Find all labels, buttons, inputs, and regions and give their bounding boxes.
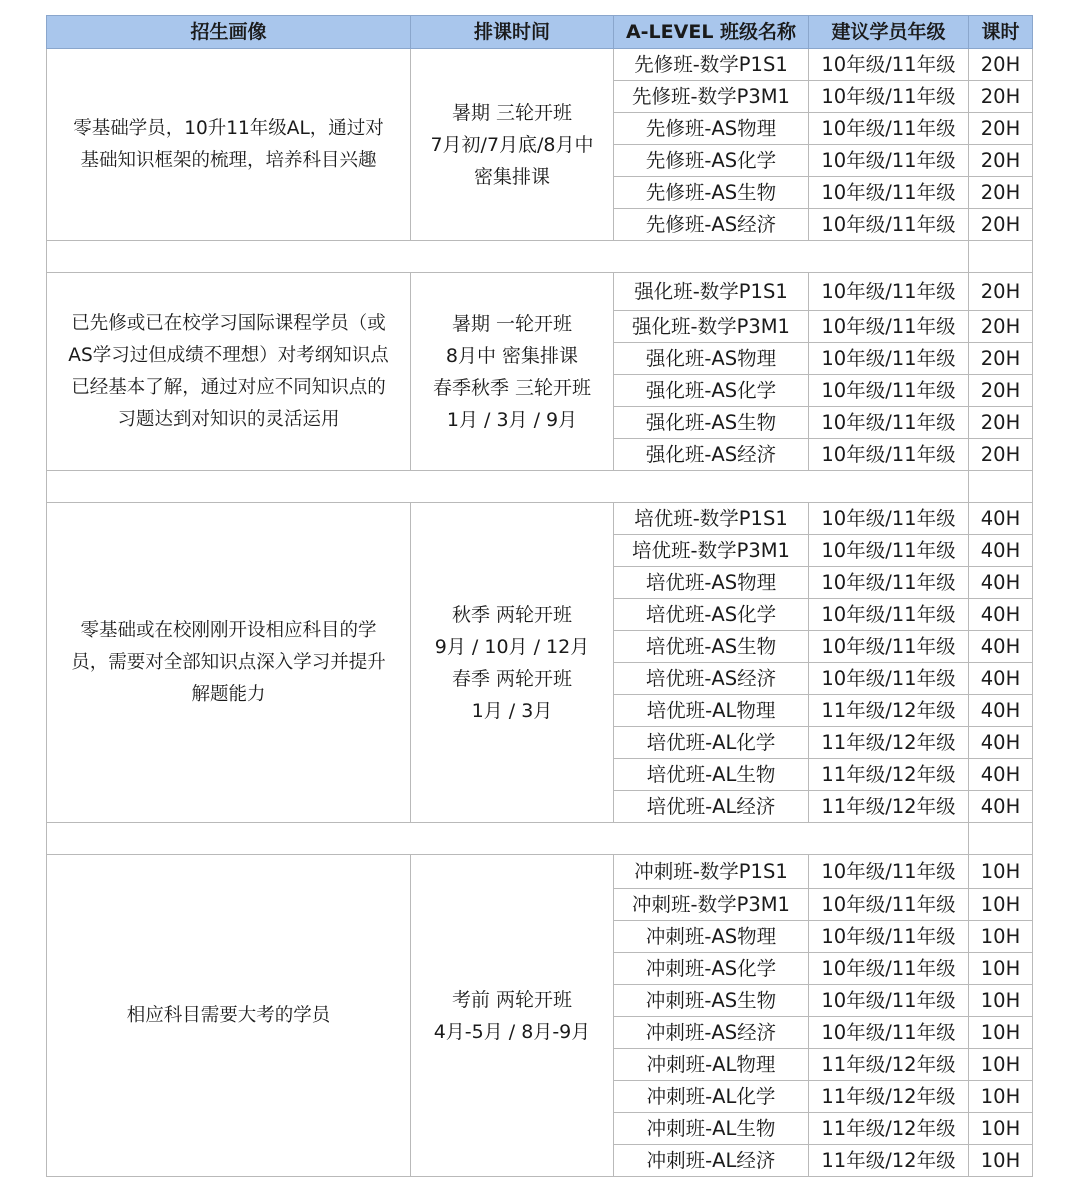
grade-cell: 11年级/12年级 <box>809 759 969 791</box>
separator-cell <box>47 471 969 503</box>
header-hours: 课时 <box>969 16 1033 49</box>
class-name-cell: 强化班-AS经济 <box>614 439 809 471</box>
separator-cell <box>47 241 969 273</box>
class-name-cell: 冲刺班-AS生物 <box>614 985 809 1017</box>
profile-line: 基础知识框架的梳理，培养科目兴趣 <box>80 149 377 171</box>
hours-cell: 20H <box>969 343 1033 375</box>
grade-cell: 10年级/11年级 <box>809 567 969 599</box>
class-name-cell: 培优班-AL经济 <box>614 791 809 823</box>
profile-line: 已经基本了解，通过对应不同知识点的 <box>71 376 386 398</box>
hours-cell: 40H <box>969 695 1033 727</box>
class-name-cell: 冲刺班-AL经济 <box>614 1145 809 1177</box>
hours-cell: 20H <box>969 439 1033 471</box>
class-name-cell: 冲刺班-AL物理 <box>614 1049 809 1081</box>
grade-cell: 11年级/12年级 <box>809 1049 969 1081</box>
profile-line: 零基础学员，10升11年级AL，通过对 <box>73 117 384 139</box>
class-name-cell: 强化班-数学P3M1 <box>614 311 809 343</box>
grade-cell: 10年级/11年级 <box>809 599 969 631</box>
grade-cell: 10年级/11年级 <box>809 113 969 145</box>
student-profile-cell <box>47 855 411 1177</box>
schedule-line: 密集排课 <box>473 165 550 188</box>
class-name-cell: 先修班-AS物理 <box>614 113 809 145</box>
grade-cell: 10年级/11年级 <box>809 985 969 1017</box>
hours-cell: 10H <box>969 889 1033 921</box>
profile-line: 相应科目需要大考的学员 <box>126 1004 331 1026</box>
class-name-cell: 培优班-AL生物 <box>614 759 809 791</box>
grade-cell: 10年级/11年级 <box>809 889 969 921</box>
class-name-cell: 培优班-AS物理 <box>614 567 809 599</box>
grade-cell: 10年级/11年级 <box>809 439 969 471</box>
grade-cell: 11年级/12年级 <box>809 791 969 823</box>
grade-cell: 10年级/11年级 <box>809 273 969 311</box>
grade-cell: 10年级/11年级 <box>809 855 969 889</box>
class-name-cell: 冲刺班-数学P3M1 <box>614 889 809 921</box>
hours-cell: 10H <box>969 1049 1033 1081</box>
grade-cell: 11年级/12年级 <box>809 1145 969 1177</box>
hours-cell: 10H <box>969 1145 1033 1177</box>
hours-cell: 40H <box>969 759 1033 791</box>
separator-cell <box>969 471 1033 503</box>
grade-cell: 10年级/11年级 <box>809 1017 969 1049</box>
student-profile-cell <box>47 503 411 823</box>
hours-cell: 20H <box>969 209 1033 241</box>
table-row <box>47 273 1033 311</box>
profile-line: 习题达到对知识的灵活运用 <box>117 408 340 430</box>
class-name-cell: 冲刺班-AS经济 <box>614 1017 809 1049</box>
separator-cell <box>969 823 1033 855</box>
class-name-cell: 培优班-AS经济 <box>614 663 809 695</box>
profile-line: 已先修或已在校学习国际课程学员（或 <box>71 312 386 334</box>
grade-cell: 10年级/11年级 <box>809 663 969 695</box>
grade-cell: 10年级/11年级 <box>809 535 969 567</box>
group-separator-row <box>47 471 1033 503</box>
grade-cell: 10年级/11年级 <box>809 311 969 343</box>
grade-cell: 10年级/11年级 <box>809 375 969 407</box>
table-row <box>47 855 1033 889</box>
grade-cell: 10年级/11年级 <box>809 177 969 209</box>
course-table <box>46 15 1033 1177</box>
schedule-line: 春季 两轮开班 <box>451 667 573 690</box>
grade-cell: 10年级/11年级 <box>809 921 969 953</box>
hours-cell: 20H <box>969 81 1033 113</box>
hours-cell: 20H <box>969 113 1033 145</box>
hours-cell: 20H <box>969 49 1033 81</box>
hours-cell: 40H <box>969 727 1033 759</box>
header-row <box>47 16 1033 49</box>
profile-line: 解题能力 <box>191 683 266 705</box>
schedule-cell <box>411 503 614 823</box>
hours-cell: 40H <box>969 567 1033 599</box>
schedule-line: 4月-5月 / 8月-9月 <box>433 1020 591 1043</box>
table-body <box>47 49 1033 1177</box>
profile-line: AS学习过但成绩不理想）对考纲知识点 <box>68 344 389 366</box>
schedule-line: 1月 / 3月 / 9月 <box>446 408 578 431</box>
hours-cell: 10H <box>969 921 1033 953</box>
student-profile-cell <box>47 49 411 241</box>
class-name-cell: 先修班-AS经济 <box>614 209 809 241</box>
hours-cell: 10H <box>969 1017 1033 1049</box>
grade-cell: 10年级/11年级 <box>809 49 969 81</box>
schedule-line: 暑期 三轮开班 <box>451 101 573 124</box>
grade-cell: 11年级/12年级 <box>809 695 969 727</box>
schedule-cell <box>411 49 614 241</box>
grade-cell: 11年级/12年级 <box>809 1081 969 1113</box>
grade-cell: 10年级/11年级 <box>809 81 969 113</box>
student-profile-cell <box>47 273 411 471</box>
class-name-cell: 冲刺班-AL化学 <box>614 1081 809 1113</box>
hours-cell: 10H <box>969 855 1033 889</box>
schedule-line: 秋季 两轮开班 <box>451 603 573 626</box>
grade-cell: 10年级/11年级 <box>809 407 969 439</box>
class-name-cell: 培优班-数学P1S1 <box>614 503 809 535</box>
hours-cell: 40H <box>969 535 1033 567</box>
schedule-line: 春季秋季 三轮开班 <box>432 376 592 399</box>
class-name-cell: 先修班-数学P3M1 <box>614 81 809 113</box>
class-name-cell: 冲刺班-数学P1S1 <box>614 855 809 889</box>
class-name-cell: 先修班-AS化学 <box>614 145 809 177</box>
class-name-cell: 强化班-AS物理 <box>614 343 809 375</box>
group-separator-row <box>47 241 1033 273</box>
hours-cell: 20H <box>969 145 1033 177</box>
grade-cell: 11年级/12年级 <box>809 727 969 759</box>
class-name-cell: 强化班-数学P1S1 <box>614 273 809 311</box>
class-name-cell: 培优班-AS生物 <box>614 631 809 663</box>
class-name-cell: 强化班-AS生物 <box>614 407 809 439</box>
separator-cell <box>969 241 1033 273</box>
schedule-line: 考前 两轮开班 <box>451 988 573 1011</box>
hours-cell: 40H <box>969 599 1033 631</box>
schedule-line: 1月 / 3月 <box>471 699 553 722</box>
header-grade: 建议学员年级 <box>809 16 969 49</box>
class-name-cell: 培优班-AS化学 <box>614 599 809 631</box>
schedule-line: 9月 / 10月 / 12月 <box>434 635 590 658</box>
class-name-cell: 冲刺班-AS物理 <box>614 921 809 953</box>
grade-cell: 10年级/11年级 <box>809 343 969 375</box>
class-name-cell: 冲刺班-AL生物 <box>614 1113 809 1145</box>
profile-line: 员，需要对全部知识点深入学习并提升 <box>71 651 386 673</box>
hours-cell: 20H <box>969 375 1033 407</box>
hours-cell: 20H <box>969 273 1033 311</box>
grade-cell: 11年级/12年级 <box>809 1113 969 1145</box>
hours-cell: 40H <box>969 663 1033 695</box>
class-name-cell: 培优班-AL化学 <box>614 727 809 759</box>
schedule-line: 8月中 密集排课 <box>445 344 579 367</box>
hours-cell: 40H <box>969 791 1033 823</box>
schedule-line: 暑期 一轮开班 <box>451 312 573 335</box>
separator-cell <box>47 823 969 855</box>
hours-cell: 40H <box>969 503 1033 535</box>
table-row <box>47 503 1033 535</box>
schedule-cell <box>411 855 614 1177</box>
grade-cell: 10年级/11年级 <box>809 631 969 663</box>
hours-cell: 20H <box>969 407 1033 439</box>
header-profile: 招生画像 <box>47 16 411 49</box>
class-name-cell: 强化班-AS化学 <box>614 375 809 407</box>
hours-cell: 10H <box>969 1113 1033 1145</box>
grade-cell: 10年级/11年级 <box>809 145 969 177</box>
header-class-name: A-LEVEL 班级名称 <box>614 16 809 49</box>
schedule-cell <box>411 273 614 471</box>
hours-cell: 10H <box>969 1081 1033 1113</box>
schedule-line: 7月初/7月底/8月中 <box>430 133 594 156</box>
table-row <box>47 49 1033 81</box>
class-name-cell: 先修班-数学P1S1 <box>614 49 809 81</box>
header-schedule: 排课时间 <box>411 16 614 49</box>
class-name-cell: 先修班-AS生物 <box>614 177 809 209</box>
hours-cell: 20H <box>969 311 1033 343</box>
grade-cell: 10年级/11年级 <box>809 503 969 535</box>
profile-line: 零基础或在校刚刚开设相应科目的学 <box>80 619 377 641</box>
grade-cell: 10年级/11年级 <box>809 953 969 985</box>
class-name-cell: 冲刺班-AS化学 <box>614 953 809 985</box>
group-separator-row <box>47 823 1033 855</box>
hours-cell: 40H <box>969 631 1033 663</box>
hours-cell: 10H <box>969 953 1033 985</box>
hours-cell: 10H <box>969 985 1033 1017</box>
grade-cell: 10年级/11年级 <box>809 209 969 241</box>
class-name-cell: 培优班-数学P3M1 <box>614 535 809 567</box>
hours-cell: 20H <box>969 177 1033 209</box>
class-name-cell: 培优班-AL物理 <box>614 695 809 727</box>
